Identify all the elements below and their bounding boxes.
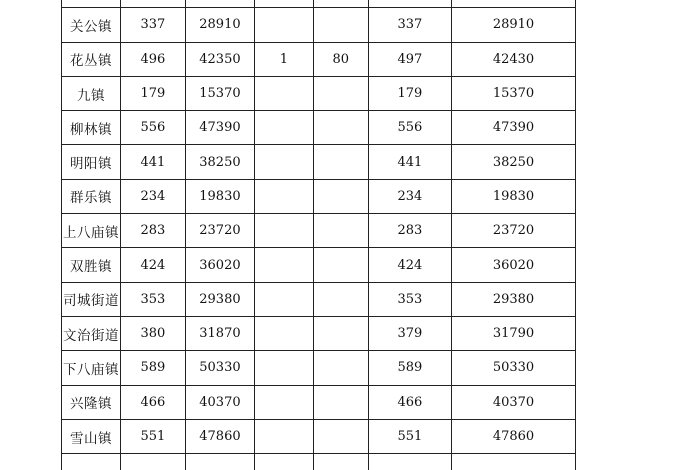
value-cell-4 (313, 248, 368, 282)
value-cell-3 (254, 351, 313, 385)
value-cell-4 (313, 385, 368, 419)
value-cell-1: 424 (120, 248, 185, 282)
value-cell-3 (254, 385, 313, 419)
table-row (62, 179, 576, 213)
value-cell-2: 31870 (185, 316, 254, 350)
table-row (62, 145, 576, 179)
value-cell-3 (254, 282, 313, 316)
town-name-cell: 下八庙镇 (62, 351, 121, 385)
town-name-cell (62, 454, 121, 470)
table-row (62, 419, 576, 453)
value-cell-2: 19830 (185, 179, 254, 213)
value-cell-4 (313, 179, 368, 213)
value-cell-4: 80 (313, 42, 368, 76)
value-cell-1 (120, 0, 185, 8)
value-cell-6: 38250 (452, 145, 576, 179)
town-name-cell: 群乐镇 (62, 179, 121, 213)
table-row (62, 111, 576, 145)
value-cell-2 (185, 0, 254, 8)
value-cell-5: 551 (368, 419, 451, 453)
value-cell-6: 31790 (452, 316, 576, 350)
value-cell-5: 283 (368, 214, 451, 248)
town-name-cell: 九镇 (62, 76, 121, 110)
table-row (62, 351, 576, 385)
table-row (62, 76, 576, 110)
value-cell-4 (313, 76, 368, 110)
value-cell-6: 50330 (452, 351, 576, 385)
value-cell-6: 40370 (452, 385, 576, 419)
town-name-cell: 双胜镇 (62, 248, 121, 282)
value-cell-2: 36020 (185, 248, 254, 282)
value-cell-4 (313, 454, 368, 470)
table-row (62, 385, 576, 419)
value-cell-2: 29380 (185, 282, 254, 316)
town-name-cell: 关公镇 (62, 8, 121, 42)
town-name-cell: 花丛镇 (62, 42, 121, 76)
value-cell-5: 234 (368, 179, 451, 213)
value-cell-5: 379 (368, 316, 451, 350)
value-cell-5: 466 (368, 385, 451, 419)
value-cell-1: 179 (120, 76, 185, 110)
value-cell-5: 337 (368, 8, 451, 42)
value-cell-1: 556 (120, 111, 185, 145)
value-cell-2: 23720 (185, 214, 254, 248)
value-cell-5: 589 (368, 351, 451, 385)
value-cell-2: 42350 (185, 42, 254, 76)
value-cell-6: 47390 (452, 111, 576, 145)
value-cell-6: 23720 (452, 214, 576, 248)
value-cell-5 (368, 0, 451, 8)
value-cell-5 (368, 454, 451, 470)
data-table (61, 0, 576, 470)
value-cell-3: 1 (254, 42, 313, 76)
value-cell-1: 283 (120, 214, 185, 248)
value-cell-6: 15370 (452, 76, 576, 110)
value-cell-6: 29380 (452, 282, 576, 316)
table-row (62, 248, 576, 282)
table-row (62, 282, 576, 316)
value-cell-5: 179 (368, 76, 451, 110)
value-cell-3 (254, 454, 313, 470)
value-cell-2: 50330 (185, 351, 254, 385)
town-name-cell: 雪山镇 (62, 419, 121, 453)
value-cell-5: 441 (368, 145, 451, 179)
value-cell-3 (254, 316, 313, 350)
value-cell-3 (254, 248, 313, 282)
table-row (62, 454, 576, 470)
value-cell-3 (254, 179, 313, 213)
value-cell-2: 47860 (185, 419, 254, 453)
value-cell-3 (254, 76, 313, 110)
table-row (62, 316, 576, 350)
value-cell-3 (254, 419, 313, 453)
value-cell-1: 380 (120, 316, 185, 350)
value-cell-2 (185, 454, 254, 470)
value-cell-1: 234 (120, 179, 185, 213)
value-cell-2: 40370 (185, 385, 254, 419)
town-name-cell (62, 0, 121, 8)
value-cell-4 (313, 0, 368, 8)
value-cell-4 (313, 145, 368, 179)
value-cell-6: 47860 (452, 419, 576, 453)
town-name-cell: 柳林镇 (62, 111, 121, 145)
value-cell-5: 353 (368, 282, 451, 316)
value-cell-5: 556 (368, 111, 451, 145)
value-cell-3 (254, 214, 313, 248)
value-cell-4 (313, 316, 368, 350)
table-row (62, 42, 576, 76)
value-cell-2: 47390 (185, 111, 254, 145)
town-name-cell: 兴隆镇 (62, 385, 121, 419)
value-cell-6: 28910 (452, 8, 576, 42)
value-cell-1: 353 (120, 282, 185, 316)
value-cell-1: 496 (120, 42, 185, 76)
value-cell-4 (313, 111, 368, 145)
value-cell-1: 589 (120, 351, 185, 385)
value-cell-1: 441 (120, 145, 185, 179)
value-cell-3 (254, 145, 313, 179)
value-cell-4 (313, 214, 368, 248)
value-cell-5: 497 (368, 42, 451, 76)
value-cell-5: 424 (368, 248, 451, 282)
table-row (62, 0, 576, 8)
value-cell-4 (313, 419, 368, 453)
value-cell-2: 28910 (185, 8, 254, 42)
town-name-cell: 上八庙镇 (62, 214, 121, 248)
table-row (62, 214, 576, 248)
value-cell-6 (452, 454, 576, 470)
value-cell-4 (313, 351, 368, 385)
value-cell-6: 19830 (452, 179, 576, 213)
value-cell-3 (254, 111, 313, 145)
value-cell-6: 36020 (452, 248, 576, 282)
value-cell-4 (313, 8, 368, 42)
value-cell-1: 337 (120, 8, 185, 42)
value-cell-1: 466 (120, 385, 185, 419)
value-cell-6: 42430 (452, 42, 576, 76)
value-cell-1 (120, 454, 185, 470)
town-name-cell: 明阳镇 (62, 145, 121, 179)
town-name-cell: 文治街道 (62, 316, 121, 350)
value-cell-3 (254, 8, 313, 42)
town-name-cell: 司城街道 (62, 282, 121, 316)
value-cell-6 (452, 0, 576, 8)
value-cell-3 (254, 0, 313, 8)
value-cell-1: 551 (120, 419, 185, 453)
table-row (62, 8, 576, 42)
value-cell-2: 38250 (185, 145, 254, 179)
value-cell-2: 15370 (185, 76, 254, 110)
value-cell-4 (313, 282, 368, 316)
